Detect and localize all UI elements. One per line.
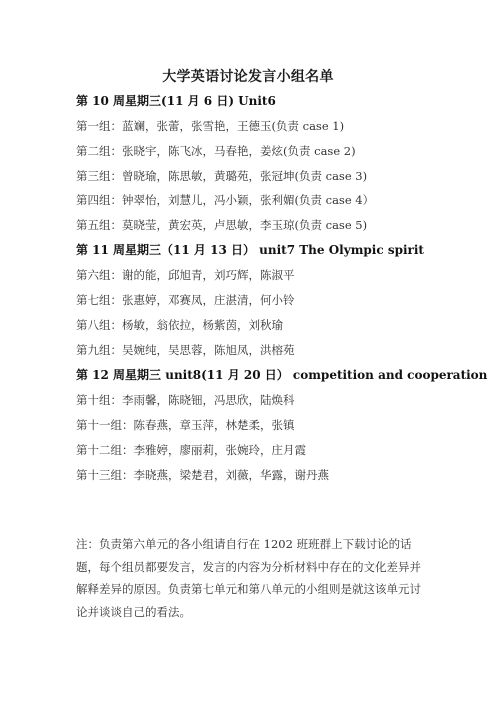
group-line: 第十一组：陈春燕，章玉萍，林楚柔，张镇 [76,418,295,432]
section-heading-week11: 第 11 周星期三（11 月 13 日） unit7 The Olympic spirit [76,243,424,257]
group-line: 第二组：张晓宇，陈飞冰，马春艳，姜炫(负责 case 2) [76,144,356,158]
document-title: 大学英语讨论发言小组名单 [162,69,334,85]
group-line: 第十组：李雨馨，陈晓钿，冯思欣，陆焕科 [76,393,295,407]
group-line: 第八组：杨敏，翁依拉，杨紫茵，刘秋瑜 [76,318,283,332]
group-line: 第一组：蓝斓，张蕾，张雪艳，王德玉(负责 case 1) [76,119,345,133]
section-heading-week12: 第 12 周星期三 unit8(11 月 20 日） competition and cooperation [76,368,488,382]
group-line: 第五组：莫晓莹，黄宏英，卢思敏，李玉琼(负责 case 5) [76,218,368,232]
group-line: 第十二组：李雅婷，廖丽莉，张婉玲，庄月霞 [76,443,306,457]
section-heading-week10: 第 10 周星期三(11 月 6 日) Unit6 [76,94,276,108]
group-line: 第六组：谢的能，邱旭青，刘巧辉，陈淑平 [76,268,295,282]
group-line: 第十三组：李晓燕，梁楚君，刘薇，华露，谢丹燕 [76,468,329,482]
footnote: 注：负责第六单元的各小组请自行在 1202 班班群上下载讨论的话题，每个组员都要发言，发言的内容为分析材料中存在的文化差异并解释差异的原因。负责第七单元和第八单元的小组则是就这该单元讨论并谈谈自己的看法。 [76,537,421,619]
group-line: 第四组：钟翠怡，刘慧儿，冯小颖，张利媚(负责 case 4） [76,193,375,207]
group-line: 第七组：张惠婷，邓赛凤，庄湛清，何小铃 [76,293,295,307]
group-line: 第九组：吴婉纯，吴思蓉，陈旭凤，洪榕苑 [76,343,295,357]
group-line: 第三组：曾晓瑜，陈思敏，黄璐苑，张冠坤(负责 case 3) [76,169,368,183]
